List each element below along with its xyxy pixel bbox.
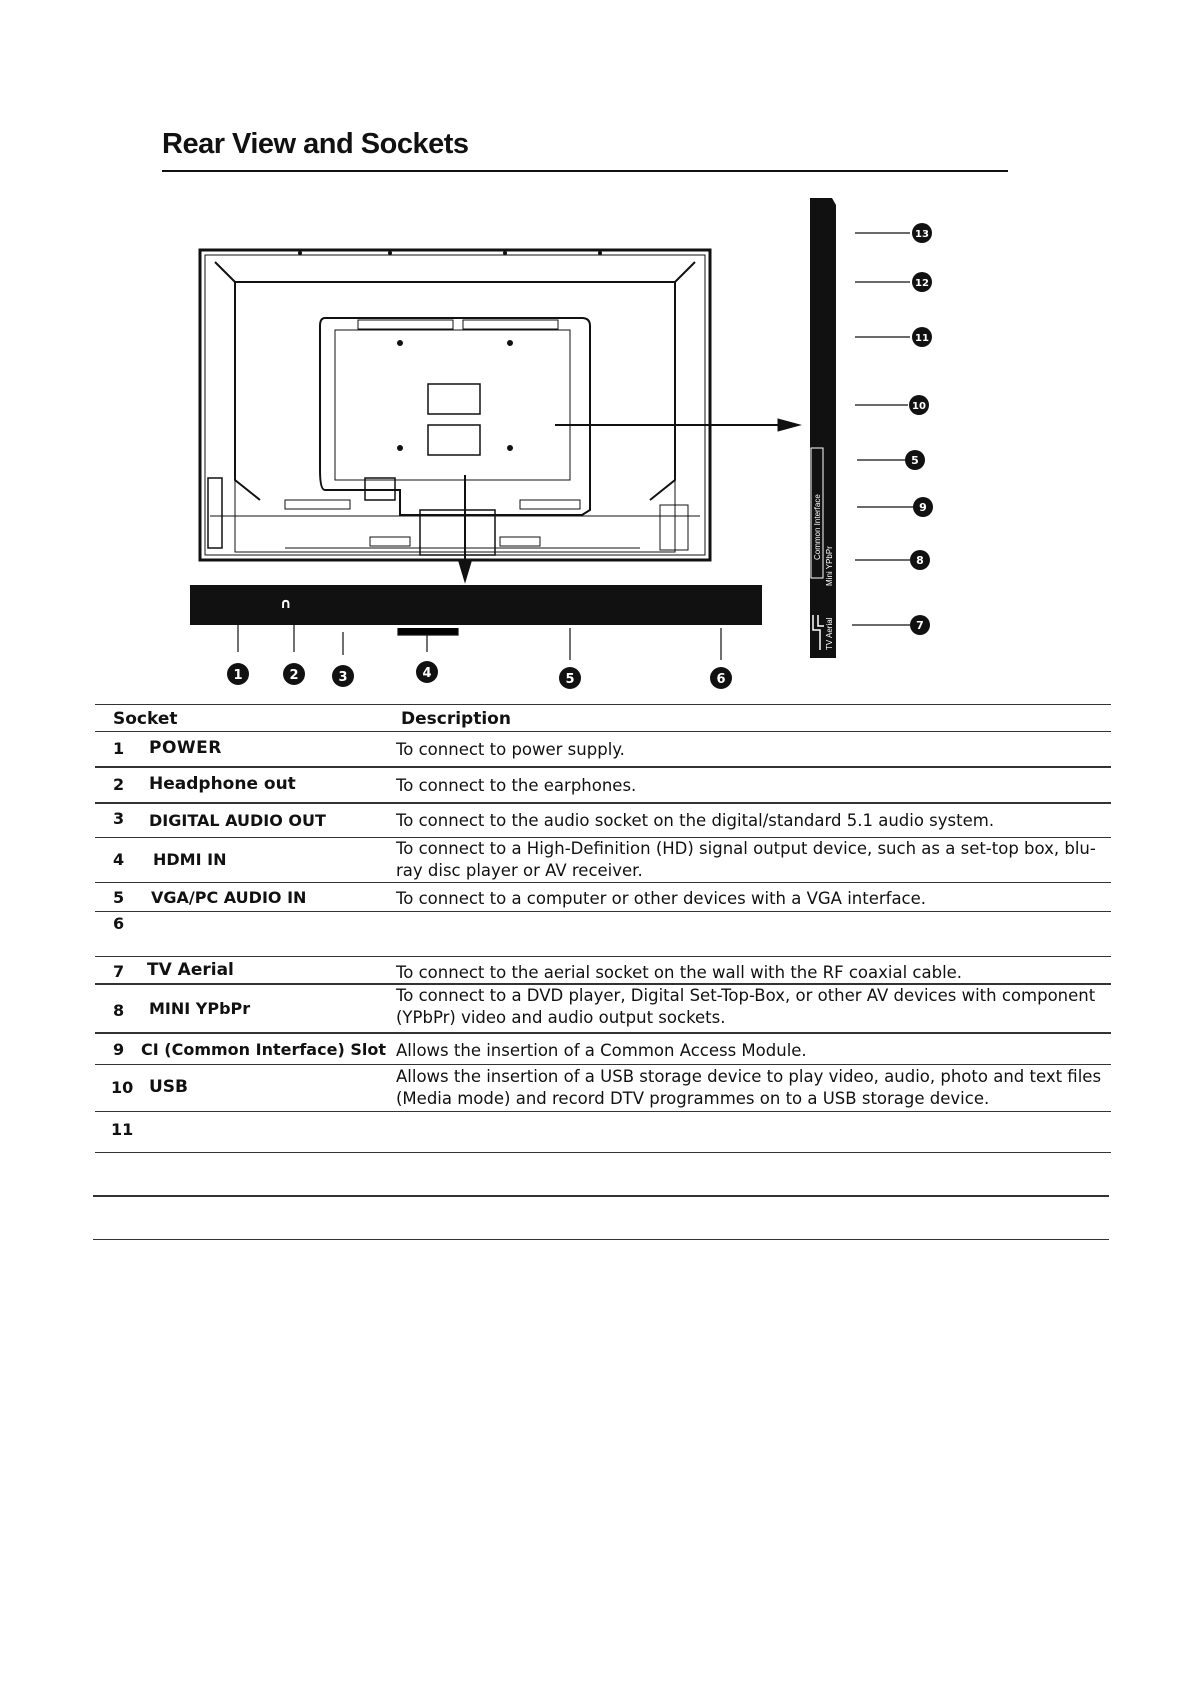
table-row [95,985,1111,1032]
row-number: 1 [113,739,125,758]
header-description: Description [401,709,511,729]
row-socket-name: Headphone out [149,774,296,794]
bottom-connector-strip [190,585,762,625]
row-number: 3 [113,809,125,828]
table-row [95,883,1111,911]
side-label-common-interface: Common Interface [813,494,822,560]
svg-text:12: 12 [915,278,929,289]
row-divider [93,1195,1109,1197]
row-description: Allows the insertion of a Common Access Module. [396,1041,807,1060]
side-leader-lines [852,233,913,625]
callout-7 [910,615,930,635]
callout-1 [227,663,249,685]
table-header [95,704,1111,732]
row-socket-name: POWER [149,738,222,758]
row-socket-name: VGA/PC AUDIO IN [151,888,307,907]
callout-5 [559,667,581,689]
callout-4 [416,661,438,683]
row-description: To connect to a High-Definition (HD) signal output device, such as a set-top box, blu-ray disc player or AV receiver. [396,839,1096,880]
row-socket-name: MINI YPbPr [149,999,251,1018]
row-socket-name: HDMI IN [153,850,227,869]
svg-text:4: 4 [422,666,432,681]
row-description: To connect to the audio socket on the digital/standard 5.1 audio system. [396,811,995,830]
row-number: 9 [113,1040,125,1059]
svg-text:7: 7 [916,619,924,632]
callout-8 [910,550,930,570]
bottom-leader-lines [238,625,721,660]
row-number: 11 [111,1120,134,1139]
table-row [95,1112,1111,1152]
callout-9 [913,497,933,517]
row-number: 2 [113,775,125,794]
row-description: To connect to the aerial socket on the wall with the RF coaxial cable. [396,963,963,982]
svg-text:5: 5 [565,672,575,687]
table-row [95,1065,1111,1111]
row-socket-name: DIGITAL AUDIO OUT [149,811,326,830]
row-number: 6 [113,914,125,933]
callout-10 [909,395,929,415]
table-row [95,957,1111,983]
callout-12 [912,272,932,292]
table-row [95,768,1111,802]
svg-text:10: 10 [912,401,926,412]
row-divider [93,1239,1109,1240]
tv-rear-panel [200,250,710,560]
arrows [459,419,800,582]
table-row [95,912,1111,956]
row-socket-name: CI (Common Interface) Slot [141,1040,386,1059]
side-label-mini-ypbpr: Mini YPbPr [825,546,834,586]
table-row [95,838,1111,882]
row-description: To connect to the earphones. [396,776,637,795]
row-description: Allows the insertion of a USB storage device to play video, audio, photo and text files (Media mode) and record DTV programmes on to a USB storage device. [396,1067,1102,1108]
svg-text:6: 6 [716,672,726,687]
rear-view-diagram [0,0,1190,700]
callout-11 [912,327,932,347]
callout-6 [710,667,732,689]
table-row [95,732,1111,766]
table-row [95,804,1111,837]
callout-5-side [905,450,925,470]
row-description: To connect to power supply. [396,740,625,759]
row-number: 7 [113,962,125,981]
callout-3 [332,665,354,687]
row-number: 4 [113,850,125,869]
side-label-tv-aerial: TV Aerial [825,617,834,650]
svg-text:9: 9 [919,501,927,514]
page-title: Rear View and Sockets [162,128,469,160]
row-number: 10 [111,1078,134,1097]
row-number: 8 [113,1001,125,1020]
svg-text:5: 5 [911,454,919,467]
headphone-glyph: ∩ [280,596,292,612]
row-divider [95,1152,1111,1153]
header-socket: Socket [113,709,178,729]
row-socket-name: USB [149,1077,189,1097]
svg-text:3: 3 [338,670,348,685]
row-description: To connect to a DVD player, Digital Set-Top-Box, or other AV devices with component (YPbPr) video and audio output sockets. [396,986,1096,1027]
svg-text:1: 1 [233,668,243,683]
svg-text:8: 8 [916,554,924,567]
svg-text:13: 13 [915,229,929,240]
side-connector-panel [810,198,836,658]
table-row [95,1034,1111,1064]
row-description: To connect to a computer or other devices with a VGA interface. [396,889,927,908]
svg-text:11: 11 [915,333,929,344]
svg-text:2: 2 [289,668,299,683]
row-socket-name: TV Aerial [147,960,234,980]
callout-13 [912,223,932,243]
row-number: 5 [113,888,125,907]
callout-2 [283,663,305,685]
